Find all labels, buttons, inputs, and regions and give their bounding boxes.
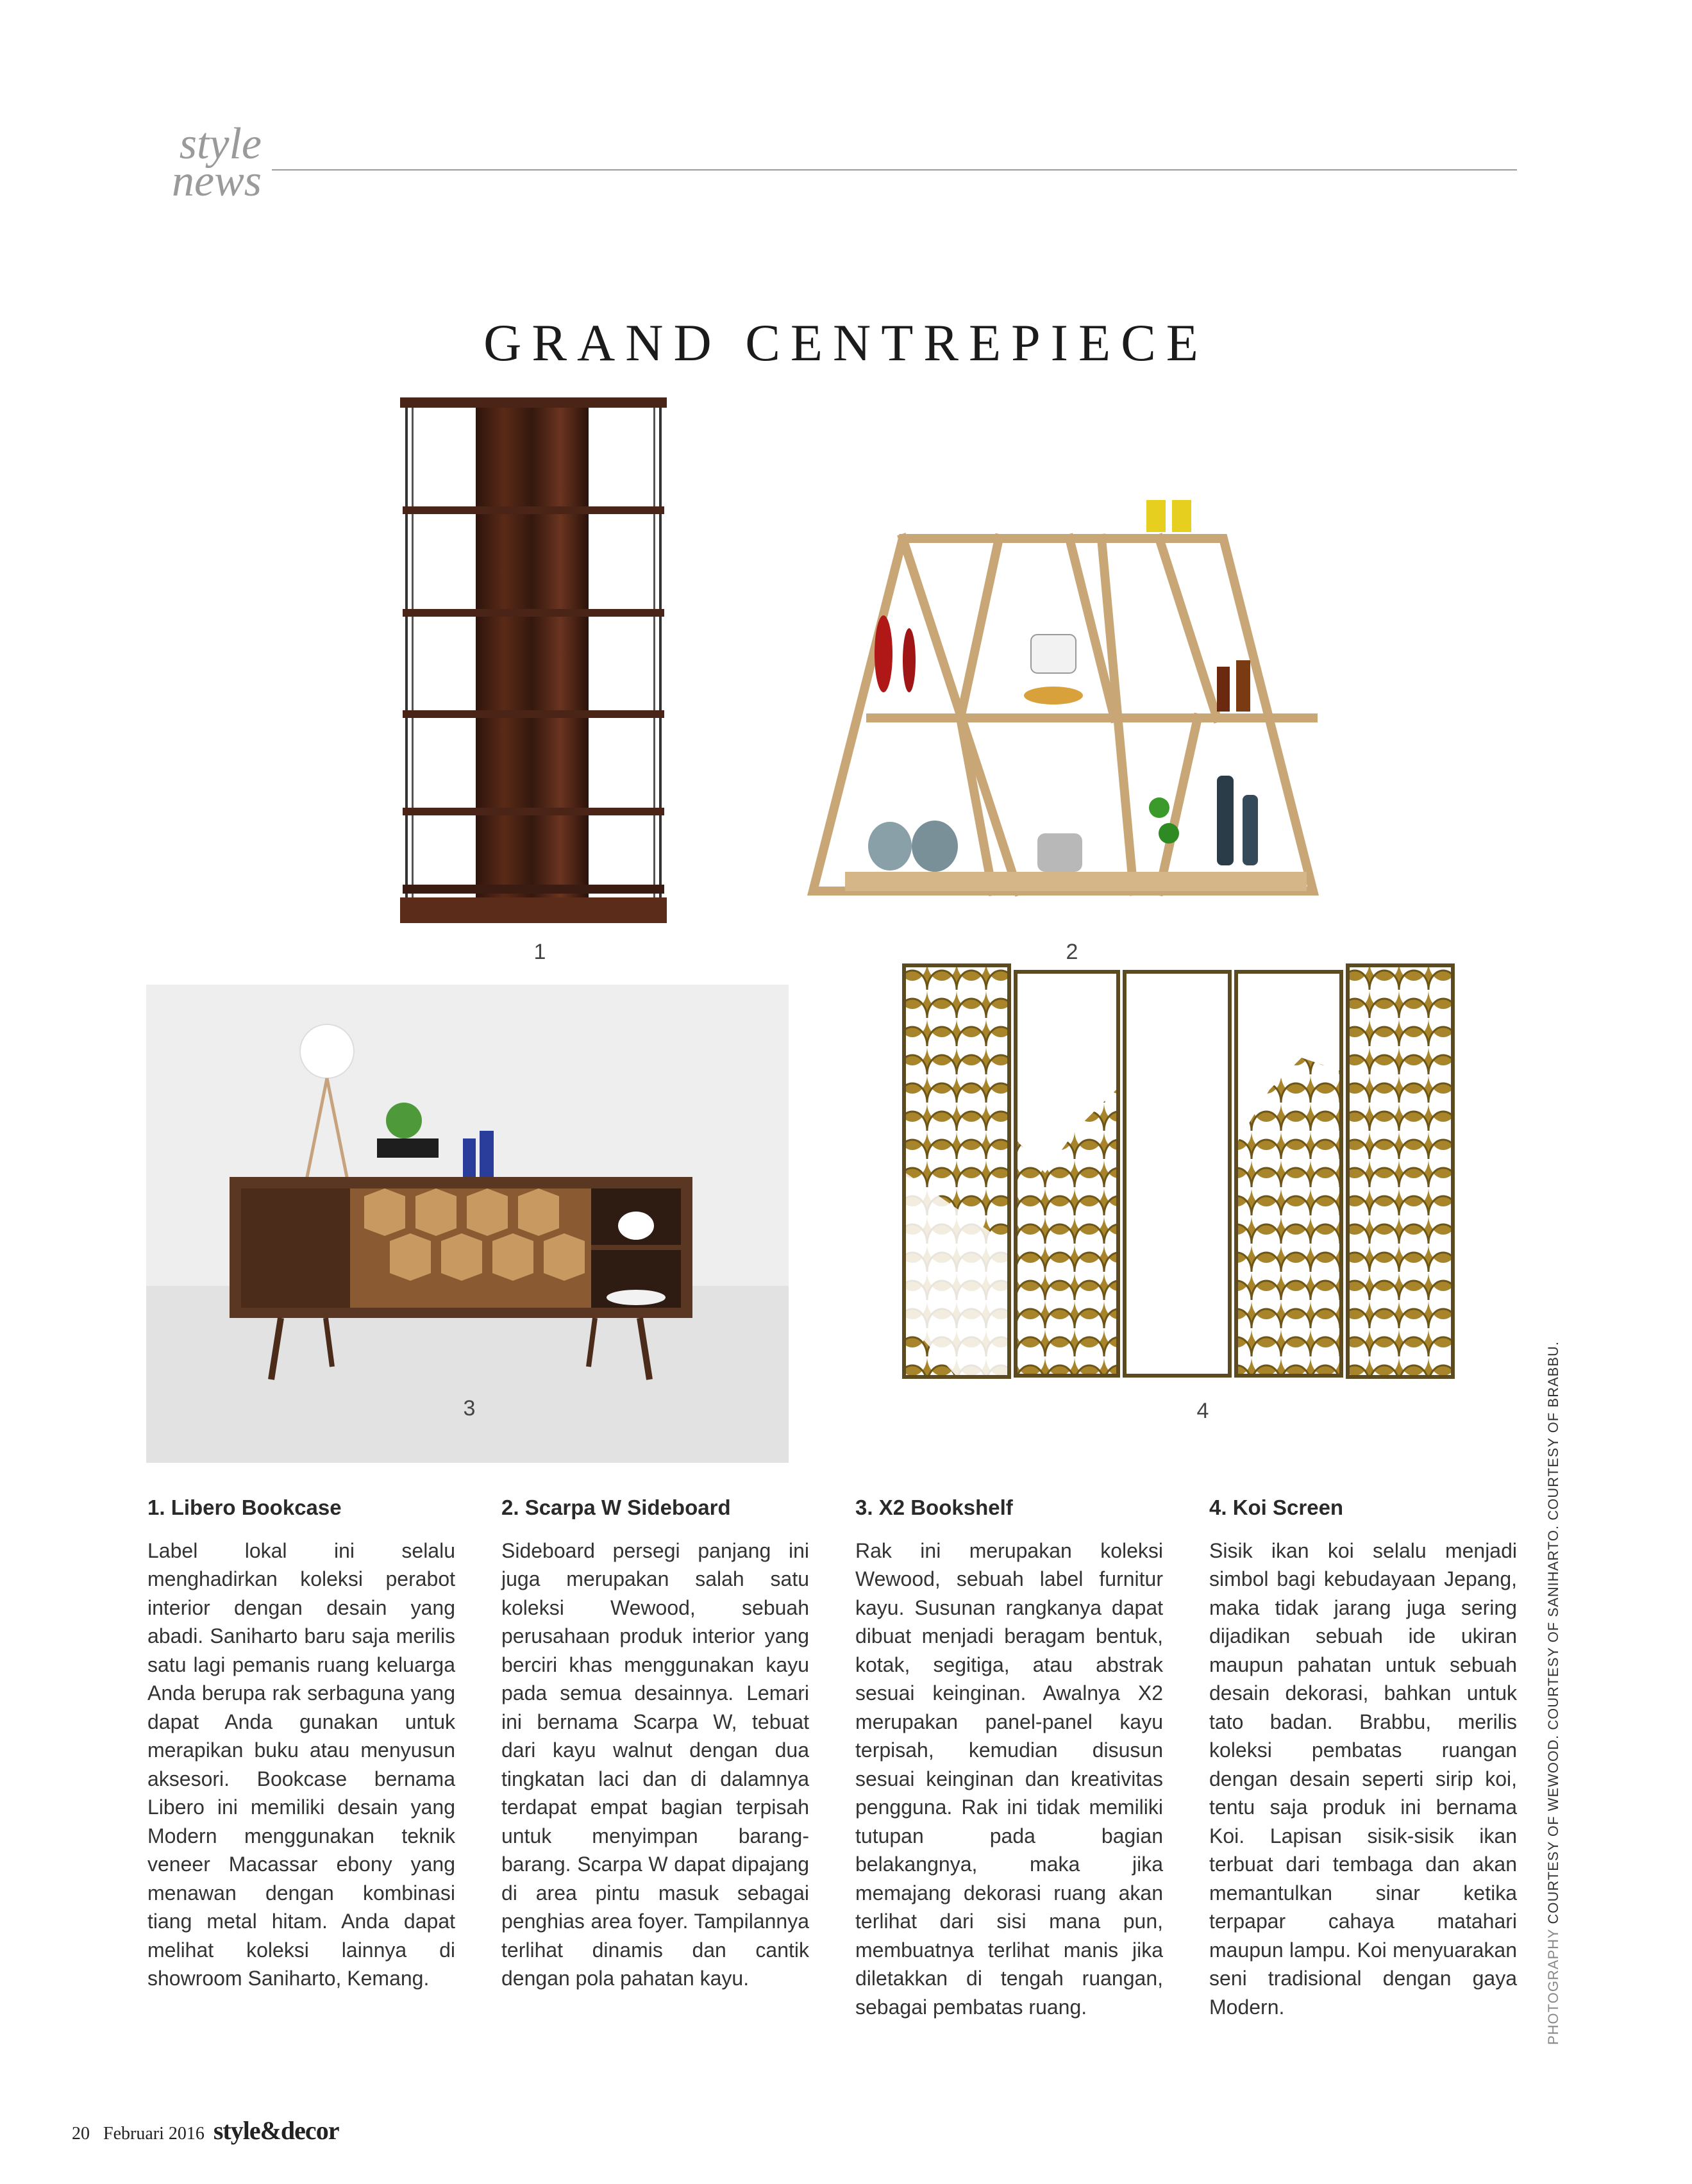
figure-scarpa-sideboard bbox=[146, 985, 789, 1463]
section-flag bbox=[146, 119, 262, 206]
x2-bookshelf-illustration bbox=[800, 474, 1345, 910]
issue-date: Februari 2016 bbox=[103, 2124, 205, 2144]
product-title: 3. X2 Bookshelf bbox=[855, 1496, 1013, 1519]
koi-screen-illustration bbox=[898, 962, 1462, 1385]
page-title: GRAND CENTREPIECE bbox=[483, 313, 1209, 372]
page-number: 20 bbox=[72, 2124, 90, 2144]
figure-number-4: 4 bbox=[1196, 1399, 1209, 1423]
section-flag-line1: style bbox=[179, 119, 262, 169]
photo-credit-label: PHOTOGRAPHY bbox=[1545, 1928, 1561, 2045]
page-footer bbox=[72, 2115, 339, 2146]
magazine-logo: style&decor bbox=[213, 2116, 339, 2145]
figure-koi-screen bbox=[898, 962, 1462, 1385]
figure-number-3: 3 bbox=[463, 1396, 476, 1421]
column-scarpa-sideboard bbox=[501, 1494, 809, 1993]
product-title: 2. Scarpa W Sideboard bbox=[501, 1496, 731, 1519]
product-description: Sisik ikan koi selalu menjadi simbol bagi kebudayaan Jepang, maka tidak jarang juga sering dijadikan sebuah ide ukiran maupun pahatan untuk sebuah desain dekorasi, bahkan untuk tato badan. Brabbu, merilis koleksi pembatas ruangan dengan desain seperti sirip koi, tentu saja produk ini bernama Koi. Lapisan sisik-sisik ikan terbuat dari tembaga dan akan memantulkan sinar ketika terpapar cahaya matahari maupun lampu. Koi menyuarakan seni tradisional dengan gaya Modern. bbox=[1209, 1538, 1517, 2019]
photo-credit bbox=[1545, 1340, 1571, 2045]
product-title: 1. Libero Bookcase bbox=[147, 1496, 342, 1519]
photo-credit-text: COURTESY OF WEWOOD. COURTESY OF SANIHARTO. COURTESY OF BRABBU. bbox=[1545, 1340, 1561, 1924]
section-rule bbox=[272, 169, 1517, 171]
figure-libero-bookcase bbox=[392, 397, 674, 929]
product-description: Rak ini merupakan koleksi Wewood, sebuah label furnitur kayu. Susunan rangkanya dapat dibuat menjadi beragam bentuk, kotak, segitiga, atau abstrak sesuai keinginan. Awalnya X2 merupakan panel-panel kayu terpisah, kemudian disusun sesuai keinginan dan kreativitas pengguna. Rak ini tidak memiliki tutupan pada bagian belakangnya, maka jika memajang dekorasi ruang akan terlihat dari sisi mana pun, membuatnya terlihat manis jika diletakkan di tengah ruangan, sebagai pembatas ruang. bbox=[855, 1538, 1163, 2019]
figure-number-1: 1 bbox=[533, 940, 546, 964]
column-koi-screen bbox=[1209, 1494, 1517, 2021]
figure-number-2: 2 bbox=[1066, 940, 1078, 964]
column-libero-bookcase bbox=[147, 1494, 455, 1993]
product-description: Label lokal ini selalu menghadirkan koleksi perabot interior dengan desain yang abadi. Saniharto baru saja merilis satu lagi pemanis ruang keluarga Anda berupa rak serbaguna yang dapat Anda gunakan untuk merapikan buku atau menyusun aksesori. Bookcase bernama Libero ini memiliki desain yang Modern menggunakan teknik veneer Macassar ebony yang menawan dengan kombinasi tiang metal hitam. Anda dapat melihat koleksi lainnya di showroom Saniharto, Kemang. bbox=[147, 1538, 455, 1990]
product-title: 4. Koi Screen bbox=[1209, 1496, 1344, 1519]
bookcase-illustration bbox=[392, 397, 674, 929]
sideboard-illustration bbox=[146, 985, 789, 1463]
figure-x2-bookshelf bbox=[800, 474, 1345, 910]
product-description: Sideboard persegi panjang ini juga merupakan salah satu koleksi Wewood, sebuah perusahaan produk interior yang berciri khas menggunakan kayu pada semua desainnya. Lemari ini bernama Scarpa W, tebuat dari kayu walnut dengan dua tingkatan laci dan di dalamnya terdapat empat bagian terpisah untuk menyimpan barang-barang. Scarpa W dapat dipajang di area pintu masuk sebagai penghias area foyer. Tampilannya terlihat dinamis dan cantik dengan pola pahatan kayu. bbox=[501, 1538, 809, 1990]
column-x2-bookshelf bbox=[855, 1494, 1163, 2021]
section-flag-line2: news bbox=[172, 156, 262, 206]
